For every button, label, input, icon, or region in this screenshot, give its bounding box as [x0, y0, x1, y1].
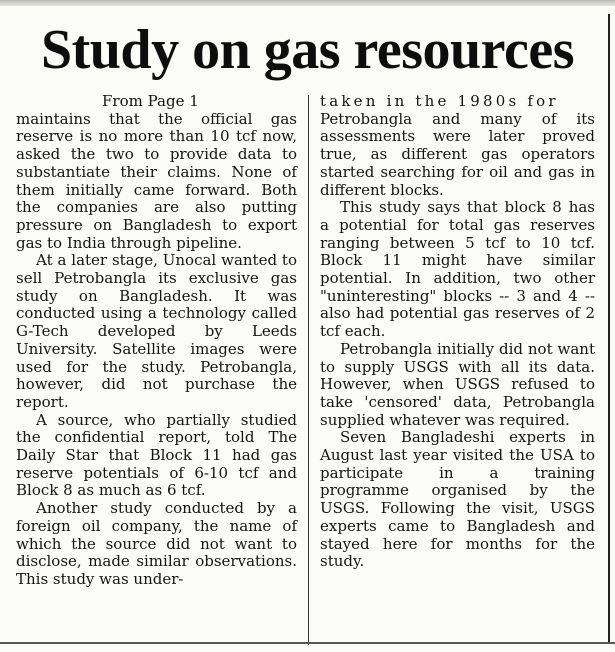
headline: Study on gas resources	[40, 19, 574, 81]
paragraph: Petrobangla and many of its assessments were later proved true, as different gas operators started searching for oil and gas in different blocks.	[320, 109, 595, 199]
paragraph: At a later stage, Unocal wanted to sell Petrobangla its exclusive gas study on Bangladesh. It was conducted using a technology called G-Tech developed by Leeds University. Satellite images were used for the study. Petrobangla, however, did not purchase the report.	[16, 251, 297, 411]
paragraph: A source, who partially studied the confidential report, told The Daily Star that Block 11 had gas reserve potentials of 6-10 tcf and Block 8 as much as 6 tcf.	[16, 410, 297, 500]
paragraph: Seven Bangladeshi experts in August last year visited the USA to participate in a training programme organised by the USGS. Following the visit, USGS experts came to Bangladesh and stayed here for months for the study.	[320, 428, 595, 571]
left-column	[16, 93, 297, 589]
column-divider	[308, 95, 309, 645]
continued-line: taken in the 1980s for	[320, 92, 559, 110]
paragraph: Another study conducted by a foreign oil company, the name of which the source did not want to disclose, made similar observations. This study was under-	[16, 499, 297, 588]
jump-line: From Page 1	[102, 92, 199, 110]
right-column	[320, 93, 595, 571]
top-rule	[0, 0, 615, 6]
paragraph: maintains that the official gas reserve is no more than 10 tcf now, asked the two to provide data to substantiate their claims. None of them initially came forward. Both the companies are also putting pressure on Bangladesh to export gas to India through pipeline.	[16, 109, 297, 252]
paragraph: This study says that block 8 has a potential for total gas reserves ranging between 5 tcf to 10 tcf. Block 11 might have similar potential. In addition, two other "uninteresting" blocks -- 3 and 4 -- also had potential gas reserves of 2 tcf each.	[320, 198, 595, 341]
right-border-rule	[608, 14, 610, 644]
bottom-rule	[0, 642, 615, 644]
paragraph: Petrobangla initially did not want to supply USGS with all its data. However, when USGS refused to take 'censored' data, Petrobangla supplied whatever was required.	[320, 339, 595, 429]
